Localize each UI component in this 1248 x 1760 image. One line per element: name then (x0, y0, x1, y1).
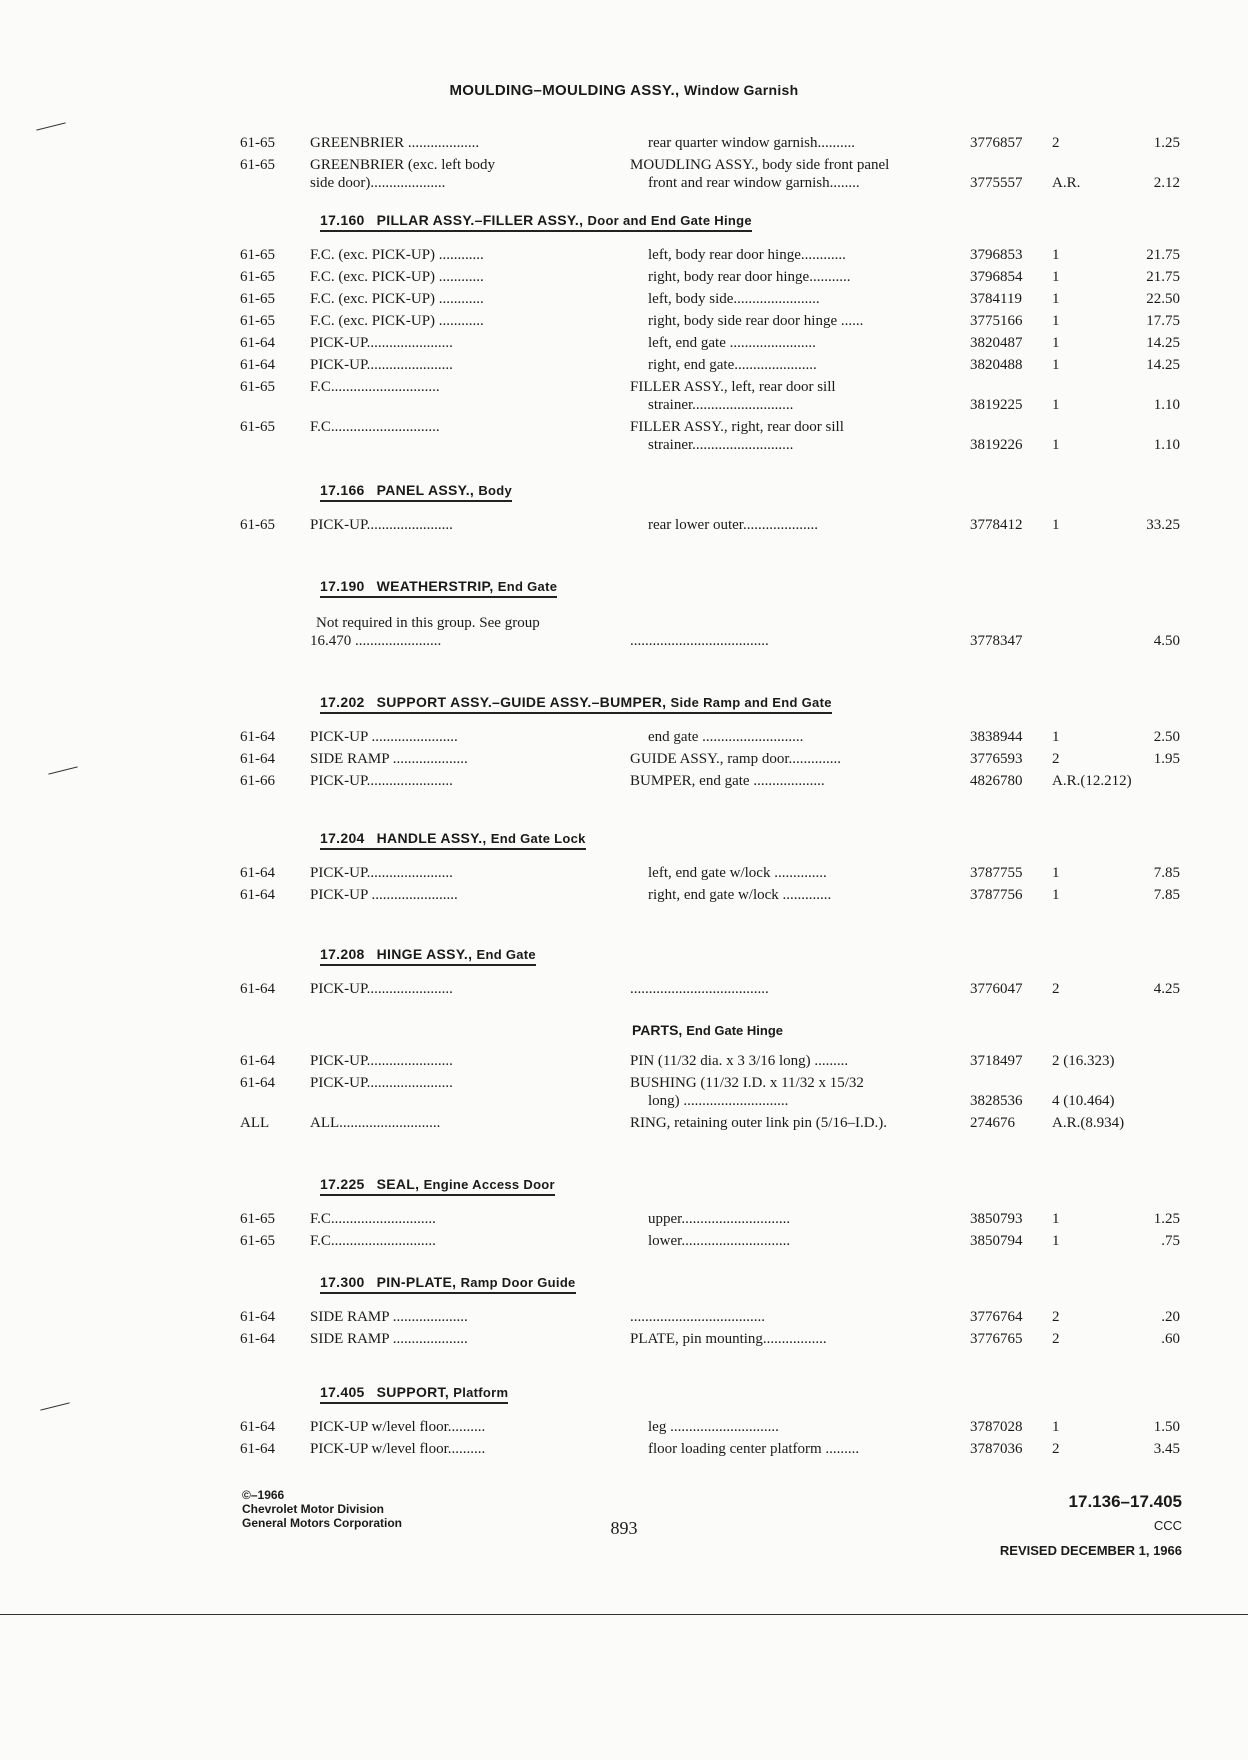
heading-sub: Side Ramp and End Gate (670, 695, 832, 710)
application: PICK-UP ....................... (310, 887, 458, 903)
quantity: 1 (1052, 729, 1060, 745)
group-number: 17.208 (320, 946, 365, 962)
page-title-sub: Window Garnish (683, 82, 799, 98)
list-price: 1.50 (1153, 1419, 1180, 1435)
model-years: 61-65 (240, 269, 275, 285)
part-description: front and rear window garnish........ (648, 175, 860, 191)
list-price: 3.45 (1153, 1441, 1180, 1457)
parts-list (240, 1308, 1180, 1348)
page-edge-line (0, 1614, 1248, 1615)
part-number: 3776593 (970, 751, 1023, 767)
corporation: General Motors Corporation (242, 1516, 403, 1530)
quantity: 1 (1052, 517, 1060, 533)
list-price: 1.10 (1153, 397, 1180, 413)
application: F.C. (exc. PICK-UP) ............ (310, 291, 484, 307)
part-description: right, end gate...................... (648, 357, 817, 373)
section-heading (320, 1274, 576, 1294)
catalog-section (240, 946, 1180, 1132)
part-description: left, body side....................... (648, 291, 820, 307)
section-heading (320, 578, 557, 598)
table-row (240, 156, 1170, 174)
table-row (240, 246, 1180, 264)
model-years: 61-64 (240, 335, 275, 351)
heading-main: HINGE ASSY., (376, 946, 473, 962)
parts-list (240, 1052, 1170, 1132)
application: PICK-UP....................... (310, 517, 453, 533)
page-number: 893 (610, 1518, 638, 1538)
revision-date: REVISED DECEMBER 1, 1966 (999, 1543, 1182, 1558)
part-description: right, body side rear door hinge ...... (648, 313, 864, 329)
part-number: 3850793 (970, 1211, 1023, 1227)
margin-mark (36, 122, 65, 130)
group-number: 17.405 (320, 1384, 365, 1400)
quantity: 1 (1052, 313, 1060, 329)
model-years: 61-64 (240, 1419, 275, 1435)
application: F.C. (exc. PICK-UP) ............ (310, 313, 484, 329)
parts-list (240, 980, 1180, 998)
model-years: 61-64 (240, 1441, 275, 1457)
section-heading (320, 1384, 508, 1404)
sub-heading (632, 1022, 1170, 1038)
part-description: right, body rear door hinge........... (648, 269, 851, 285)
table-row (240, 886, 1180, 904)
part-number: 3775557 (970, 175, 1023, 191)
section-heading (320, 830, 586, 850)
quantity: 2 (1052, 135, 1060, 151)
part-description: long) ............................ (648, 1093, 789, 1109)
heading-sub: End Gate (497, 579, 558, 594)
quantity: 1 (1052, 887, 1060, 903)
part-number: 3776047 (970, 981, 1023, 997)
application: SIDE RAMP .................... (310, 751, 468, 767)
list-price: 1.10 (1153, 437, 1180, 453)
group-number: 17.202 (320, 694, 365, 710)
quantity: 1 (1052, 1211, 1060, 1227)
part-description: leg ............................. (648, 1419, 779, 1435)
list-price: 4.50 (1153, 633, 1180, 649)
heading-sub: End Gate Lock (490, 831, 586, 846)
part-description: left, end gate w/lock .............. (648, 865, 827, 881)
part-description: strainer........................... (648, 437, 794, 453)
heading-sub: Door and End Gate Hinge (587, 213, 752, 228)
table-row (240, 378, 1170, 396)
table-row (240, 356, 1180, 374)
part-number: 3787756 (970, 887, 1023, 903)
model-years: 61-65 (240, 517, 275, 533)
table-row (240, 396, 1180, 414)
heading-sub: Engine Access Door (423, 1177, 555, 1192)
catalog-section (240, 120, 1180, 192)
group-number: 17.300 (320, 1274, 365, 1290)
part-description: lower............................. (648, 1233, 791, 1249)
application: F.C............................ (310, 1211, 436, 1227)
application: PICK-UP....................... (310, 1053, 453, 1069)
part-description: left, body rear door hinge............ (648, 247, 846, 263)
table-row (240, 1232, 1180, 1250)
part-description: left, end gate ....................... (648, 335, 816, 351)
group-number: 17.225 (320, 1176, 365, 1192)
list-price: 7.85 (1153, 865, 1180, 881)
table-row (240, 312, 1180, 330)
model-years: 61-65 (240, 379, 275, 395)
part-description: upper............................. (648, 1211, 791, 1227)
catalog-section (240, 212, 1180, 454)
list-price: 1.25 (1153, 1211, 1180, 1227)
list-price: 2.12 (1153, 175, 1180, 191)
quantity: 1 (1052, 357, 1060, 373)
quantity-price: A.R.(8.934) (1052, 1115, 1125, 1131)
part-description: ..................................... (630, 633, 769, 649)
part-description: .................................... (630, 1309, 765, 1325)
heading-main: SEAL, (376, 1176, 420, 1192)
table-row (240, 980, 1180, 998)
application: PICK-UP....................... (310, 773, 453, 789)
model-years: 61-66 (240, 773, 275, 789)
table-row (240, 174, 1180, 192)
part-number: 3778412 (970, 517, 1023, 533)
quantity: 2 (1052, 1331, 1060, 1347)
application: PICK-UP w/level floor.......... (310, 1441, 486, 1457)
page-title (0, 82, 1248, 99)
table-row (240, 750, 1180, 768)
parts-list (240, 864, 1180, 904)
part-description: floor loading center platform ......... (648, 1441, 860, 1457)
part-description: rear lower outer.................... (648, 517, 818, 533)
heading-sub: Body (478, 483, 513, 498)
table-row (240, 1052, 1170, 1070)
table-row (240, 1114, 1170, 1132)
parts-list (240, 1210, 1180, 1250)
section-heading (320, 946, 536, 966)
application: SIDE RAMP .................... (310, 1331, 468, 1347)
page-title-main: MOULDING–MOULDING ASSY., (449, 82, 680, 99)
quantity: 1 (1052, 247, 1060, 263)
application: PICK-UP....................... (310, 1075, 453, 1091)
application: F.C............................. (310, 379, 440, 395)
list-price: 14.25 (1146, 357, 1180, 373)
quantity: 2 (1052, 1309, 1060, 1325)
list-price: 21.75 (1146, 247, 1180, 263)
quantity: 1 (1052, 437, 1060, 453)
table-row (240, 1440, 1180, 1458)
group-number: 17.190 (320, 578, 365, 594)
part-number: 3787028 (970, 1419, 1023, 1435)
part-description: end gate ........................... (648, 729, 804, 745)
table-row (240, 134, 1180, 152)
model-years: 61-65 (240, 1233, 275, 1249)
application: PICK-UP w/level floor.......... (310, 1419, 486, 1435)
heading-main: PILLAR ASSY.–FILLER ASSY., (376, 212, 584, 228)
application: 16.470 ....................... (310, 633, 442, 649)
model-years: 61-65 (240, 135, 275, 151)
quantity: 2 (1052, 751, 1060, 767)
catalog-section (240, 482, 1180, 534)
part-number: 3850794 (970, 1233, 1023, 1249)
table-row (240, 728, 1180, 746)
table-row (240, 516, 1180, 534)
heading-main: PIN-PLATE, (376, 1274, 457, 1290)
parts-list (240, 516, 1180, 534)
model-years: 61-64 (240, 1331, 275, 1347)
quantity: 1 (1052, 335, 1060, 351)
part-description: PIN (11/32 dia. x 3 3/16 long) ......... (630, 1053, 849, 1069)
part-number: 3796853 (970, 247, 1023, 263)
model-years: 61-64 (240, 981, 275, 997)
model-years: 61-64 (240, 1075, 275, 1091)
model-years: 61-65 (240, 157, 275, 173)
quantity: 1 (1052, 1233, 1060, 1249)
heading-main: WEATHERSTRIP, (376, 578, 494, 594)
model-years: 61-64 (240, 729, 275, 745)
table-row (240, 418, 1170, 436)
application: PICK-UP....................... (310, 357, 453, 373)
heading-main: SUPPORT, (376, 1384, 450, 1400)
model-years: 61-65 (240, 419, 275, 435)
table-row (240, 1418, 1180, 1436)
application: F.C............................. (310, 419, 440, 435)
subheading-sub: End Gate Hinge (686, 1023, 783, 1038)
margin-mark (48, 766, 77, 774)
part-description: FILLER ASSY., right, rear door sill (630, 419, 844, 435)
application: PICK-UP ....................... (310, 729, 458, 745)
table-row (240, 864, 1180, 882)
group-number: 17.160 (320, 212, 365, 228)
table-row (240, 1092, 1170, 1110)
part-description: ..................................... (630, 981, 769, 997)
application: PICK-UP....................... (310, 981, 453, 997)
model-years: ALL (240, 1115, 270, 1131)
list-price: .75 (1161, 1233, 1180, 1249)
part-number: 3776857 (970, 135, 1023, 151)
table-row (240, 436, 1180, 454)
model-years: 61-64 (240, 865, 275, 881)
catalog-section (240, 578, 1180, 650)
part-description: RING, retaining outer link pin (5/16–I.D.). (630, 1115, 888, 1131)
catalog-section (240, 1274, 1180, 1348)
copyright: ©–1966 (242, 1488, 285, 1502)
part-number: 3796854 (970, 269, 1023, 285)
model-years: 61-64 (240, 887, 275, 903)
part-number: 3776764 (970, 1309, 1023, 1325)
part-number: 4826780 (970, 773, 1023, 789)
table-row (240, 334, 1180, 352)
quantity-price: A.R.(12.212) (1052, 773, 1132, 789)
heading-main: SUPPORT ASSY.–GUIDE ASSY.–BUMPER, (376, 694, 667, 710)
list-price: 2.50 (1153, 729, 1180, 745)
heading-sub: Platform (453, 1385, 509, 1400)
part-number: 3718497 (970, 1053, 1023, 1069)
part-description: MOUDLING ASSY., body side front panel (630, 157, 890, 173)
subheading-main: PARTS, (632, 1022, 683, 1038)
part-number: 3838944 (970, 729, 1023, 745)
heading-sub: End Gate (476, 947, 536, 962)
margin-mark (40, 1402, 69, 1410)
table-row (240, 290, 1180, 308)
catalog-section (240, 1384, 1180, 1458)
application: side door).................... (310, 175, 446, 191)
catalog-section (240, 830, 1180, 904)
part-description: rear quarter window garnish.......... (648, 135, 856, 151)
part-description: BUSHING (11/32 I.D. x 11/32 x 15/32 (630, 1075, 864, 1091)
group-number: 17.166 (320, 482, 365, 498)
model-years: 61-65 (240, 291, 275, 307)
parts-list (240, 246, 1180, 454)
heading-main: HANDLE ASSY., (376, 830, 487, 846)
quantity: 2 (1052, 981, 1060, 997)
model-years: 61-64 (240, 357, 275, 373)
application: ALL........................... (310, 1115, 441, 1131)
parts-list (240, 1418, 1180, 1458)
section-heading (320, 212, 752, 232)
group-number: 17.204 (320, 830, 365, 846)
application: SIDE RAMP .................... (310, 1309, 468, 1325)
table-row (240, 1330, 1180, 1348)
parts-list (240, 134, 1180, 192)
quantity: 1 (1052, 865, 1060, 881)
quantity: A.R. (1052, 175, 1081, 191)
table-row (240, 1308, 1180, 1326)
heading-sub: Ramp Door Guide (460, 1275, 576, 1290)
section-note: Not required in this group. See group (316, 615, 540, 631)
list-price: 33.25 (1146, 517, 1180, 533)
table-row (240, 268, 1180, 286)
part-number: 3776765 (970, 1331, 1023, 1347)
application: GREENBRIER (exc. left body (310, 157, 495, 173)
quantity-price: 2 (16.323) (1052, 1053, 1115, 1069)
part-number: 3828536 (970, 1093, 1023, 1109)
part-description: FILLER ASSY., left, rear door sill (630, 379, 836, 395)
group-range: 17.136–17.405 (1068, 1492, 1182, 1511)
section-heading (320, 1176, 555, 1196)
list-price: 14.25 (1146, 335, 1180, 351)
model-years: 61-64 (240, 1053, 275, 1069)
section-heading (320, 694, 832, 714)
quantity: 1 (1052, 1419, 1060, 1435)
table-row (240, 772, 1170, 790)
catalog-section (240, 694, 1180, 790)
model-years: 61-65 (240, 1211, 275, 1227)
quantity: 1 (1052, 397, 1060, 413)
table-row (240, 1210, 1180, 1228)
part-description: GUIDE ASSY., ramp door.............. (630, 751, 841, 767)
application: F.C............................ (310, 1233, 436, 1249)
catalog-code: CCC (1153, 1518, 1182, 1533)
model-years: 61-65 (240, 313, 275, 329)
part-number: 3819225 (970, 397, 1023, 413)
application: F.C. (exc. PICK-UP) ............ (310, 247, 484, 263)
part-description: strainer........................... (648, 397, 794, 413)
table-row (240, 632, 1180, 650)
part-number: 3787036 (970, 1441, 1023, 1457)
list-price: 22.50 (1146, 291, 1180, 307)
list-price: 21.75 (1146, 269, 1180, 285)
part-number: 3784119 (970, 291, 1022, 307)
list-price: 4.25 (1153, 981, 1180, 997)
part-description: PLATE, pin mounting................. (630, 1331, 827, 1347)
part-number: 274676 (970, 1115, 1015, 1131)
part-description: right, end gate w/lock ............. (648, 887, 832, 903)
footer-range-block (1000, 1492, 1182, 1558)
parts-list (240, 632, 1180, 650)
model-years: 61-64 (240, 751, 275, 767)
table-row (240, 1074, 1170, 1092)
list-price: .60 (1161, 1331, 1180, 1347)
quantity: 1 (1052, 269, 1060, 285)
list-price: 17.75 (1146, 313, 1180, 329)
quantity-price: 4 (10.464) (1052, 1093, 1115, 1109)
part-number: 3778347 (970, 633, 1023, 649)
list-price: 1.25 (1153, 135, 1180, 151)
application: GREENBRIER ................... (310, 135, 480, 151)
model-years: 61-64 (240, 1309, 275, 1325)
list-price: 7.85 (1153, 887, 1180, 903)
part-number: 3787755 (970, 865, 1023, 881)
quantity: 2 (1052, 1441, 1060, 1457)
model-years: 61-65 (240, 247, 275, 263)
part-number: 3820488 (970, 357, 1023, 373)
division: Chevrolet Motor Division (242, 1502, 385, 1516)
heading-main: PANEL ASSY., (376, 482, 475, 498)
quantity: 1 (1052, 291, 1060, 307)
part-number: 3820487 (970, 335, 1023, 351)
section-heading (320, 482, 512, 502)
part-number: 3775166 (970, 313, 1023, 329)
application: PICK-UP....................... (310, 865, 453, 881)
parts-list (240, 728, 1180, 790)
list-price: .20 (1161, 1309, 1180, 1325)
part-number: 3819226 (970, 437, 1023, 453)
catalog-section (240, 1176, 1180, 1250)
list-price: 1.95 (1153, 751, 1180, 767)
part-description: BUMPER, end gate ................... (630, 773, 825, 789)
application: PICK-UP....................... (310, 335, 453, 351)
application: F.C. (exc. PICK-UP) ............ (310, 269, 484, 285)
